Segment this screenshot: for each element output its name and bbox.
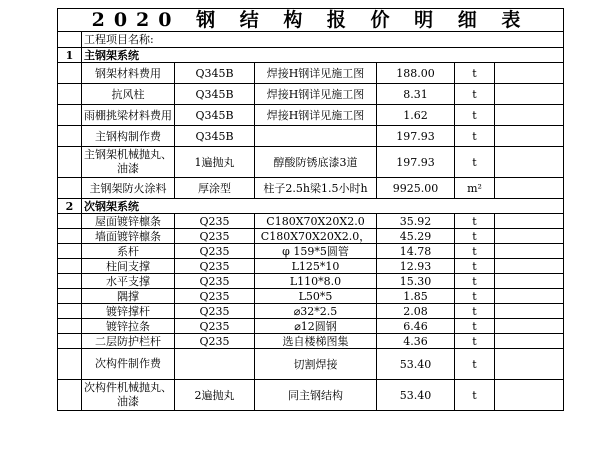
item-name-cell: 抗风柱 (82, 84, 175, 105)
item-name-cell: 雨棚挑梁材料费用 (82, 105, 175, 126)
spec-cell: L110*8.0 (255, 274, 377, 289)
spec-cell: 同主钢结构 (255, 380, 377, 411)
material-cell: Q345B (175, 105, 255, 126)
project-row (58, 32, 564, 48)
table-row (58, 259, 564, 274)
material-cell: Q235 (175, 319, 255, 334)
unit-cell: t (455, 214, 495, 229)
material-cell: 厚涂型 (175, 178, 255, 199)
quantity-cell: 15.30 (377, 274, 455, 289)
unit-cell: t (455, 63, 495, 84)
empty-cell (495, 63, 564, 84)
table-row (58, 319, 564, 334)
quantity-cell: 197.93 (377, 147, 455, 178)
spec-cell: 切割焊接 (255, 349, 377, 380)
item-name-cell: 次构件机械抛丸、油漆 (82, 380, 175, 411)
material-cell: Q235 (175, 259, 255, 274)
item-name-cell: 屋面镀锌檩条 (82, 214, 175, 229)
empty-cell (58, 229, 82, 244)
item-name-cell: 主钢构制作费 (82, 126, 175, 147)
empty-cell (58, 349, 82, 380)
empty-cell (495, 147, 564, 178)
empty-cell (58, 63, 82, 84)
table-row (58, 289, 564, 304)
empty-cell (495, 334, 564, 349)
material-cell: Q235 (175, 214, 255, 229)
empty-cell (58, 319, 82, 334)
spec-cell: ⌀32*2.5 (255, 304, 377, 319)
quantity-cell: 1.62 (377, 105, 455, 126)
unit-cell: t (455, 304, 495, 319)
item-name-cell: 镀锌拉条 (82, 319, 175, 334)
table-body (58, 9, 564, 411)
unit-cell: t (455, 274, 495, 289)
material-cell: Q235 (175, 229, 255, 244)
table-row (58, 126, 564, 147)
empty-cell (58, 126, 82, 147)
empty-cell (58, 147, 82, 178)
material-cell: Q235 (175, 304, 255, 319)
empty-cell (495, 259, 564, 274)
unit-cell: t (455, 334, 495, 349)
spec-cell: φ 159*5圆管 (255, 244, 377, 259)
table-row (58, 304, 564, 319)
table-row (58, 229, 564, 244)
quantity-cell: 8.31 (377, 84, 455, 105)
section-number: 2 (58, 199, 82, 214)
quantity-cell: 12.93 (377, 259, 455, 274)
spec-cell: ⌀12圆钢 (255, 319, 377, 334)
item-name-cell: 柱间支撑 (82, 259, 175, 274)
price-detail-table (57, 8, 564, 411)
spec-cell: L50*5 (255, 289, 377, 304)
unit-cell: m² (455, 178, 495, 199)
unit-cell: t (455, 84, 495, 105)
empty-cell (58, 304, 82, 319)
empty-cell (495, 380, 564, 411)
item-name-cell: 镀锌撑杆 (82, 304, 175, 319)
table-row (58, 334, 564, 349)
item-name-cell: 主钢架防火涂料 (82, 178, 175, 199)
item-name-cell: 隅撑 (82, 289, 175, 304)
empty-cell (58, 244, 82, 259)
spec-cell (255, 126, 377, 147)
empty-cell (495, 289, 564, 304)
material-cell: Q345B (175, 63, 255, 84)
spec-cell: C180X70X20X2.0， (255, 229, 377, 244)
unit-cell: t (455, 259, 495, 274)
empty-cell (58, 84, 82, 105)
spec-cell: 焊接H钢详见施工图 (255, 105, 377, 126)
quantity-cell: 4.36 (377, 334, 455, 349)
section-header-row (58, 48, 564, 63)
empty-cell (495, 214, 564, 229)
empty-cell (58, 380, 82, 411)
table-row (58, 380, 564, 411)
unit-cell: t (455, 244, 495, 259)
spec-cell: 焊接H钢详见施工图 (255, 63, 377, 84)
material-cell: Q235 (175, 334, 255, 349)
empty-cell (495, 274, 564, 289)
material-cell: 2遍抛丸 (175, 380, 255, 411)
material-cell: Q235 (175, 274, 255, 289)
quantity-cell: 45.29 (377, 229, 455, 244)
empty-cell (58, 274, 82, 289)
unit-cell: t (455, 105, 495, 126)
material-cell: 1遍抛丸 (175, 147, 255, 178)
table-row (58, 214, 564, 229)
table-row (58, 274, 564, 289)
item-name-cell: 主钢架机械抛丸、油漆 (82, 147, 175, 178)
material-cell (175, 349, 255, 380)
item-name-cell: 系杆 (82, 244, 175, 259)
item-name-cell: 钢架材料费用 (82, 63, 175, 84)
quantity-cell: 9925.00 (377, 178, 455, 199)
material-cell: Q235 (175, 289, 255, 304)
empty-cell (495, 105, 564, 126)
item-name-cell: 二层防护栏杆 (82, 334, 175, 349)
unit-cell: t (455, 229, 495, 244)
table-row (58, 147, 564, 178)
spec-cell: 柱子2.5h梁1.5小时h (255, 178, 377, 199)
unit-cell: t (455, 126, 495, 147)
title-row (58, 9, 564, 32)
unit-cell: t (455, 147, 495, 178)
section-name: 主钢架系统 (82, 48, 564, 63)
quantity-cell: 53.40 (377, 380, 455, 411)
table-row (58, 63, 564, 84)
spec-cell: 醇酸防锈底漆3道 (255, 147, 377, 178)
empty-cell (58, 259, 82, 274)
material-cell: Q235 (175, 244, 255, 259)
empty-cell (58, 289, 82, 304)
spec-cell: L125*10 (255, 259, 377, 274)
unit-cell: t (455, 349, 495, 380)
empty-cell (495, 244, 564, 259)
empty-cell (495, 319, 564, 334)
empty-cell (495, 178, 564, 199)
section-name: 次钢架系统 (82, 199, 564, 214)
empty-cell (495, 349, 564, 380)
empty-cell (495, 304, 564, 319)
unit-cell: t (455, 289, 495, 304)
empty-cell (58, 334, 82, 349)
spec-cell: C180X70X20X2.0 (255, 214, 377, 229)
unit-cell: t (455, 319, 495, 334)
empty-cell (58, 32, 82, 48)
empty-cell (58, 105, 82, 126)
spec-cell: 焊接H钢详见施工图 (255, 84, 377, 105)
table-row (58, 105, 564, 126)
quantity-cell: 188.00 (377, 63, 455, 84)
quantity-cell: 6.46 (377, 319, 455, 334)
table-row (58, 349, 564, 380)
quantity-cell: 2.08 (377, 304, 455, 319)
quantity-cell: 1.85 (377, 289, 455, 304)
spec-cell: 选自楼梯图集 (255, 334, 377, 349)
empty-cell (58, 178, 82, 199)
project-name-label: 工程项目名称: (82, 32, 564, 48)
item-name-cell: 次构件制作费 (82, 349, 175, 380)
table-row (58, 178, 564, 199)
unit-cell: t (455, 380, 495, 411)
item-name-cell: 墙面镀锌檩条 (82, 229, 175, 244)
quantity-cell: 197.93 (377, 126, 455, 147)
empty-cell (495, 126, 564, 147)
empty-cell (495, 229, 564, 244)
table-row (58, 84, 564, 105)
item-name-cell: 水平支撑 (82, 274, 175, 289)
table-row (58, 244, 564, 259)
empty-cell (495, 84, 564, 105)
section-header-row (58, 199, 564, 214)
quantity-cell: 14.78 (377, 244, 455, 259)
section-number: 1 (58, 48, 82, 63)
quantity-cell: 53.40 (377, 349, 455, 380)
quantity-cell: 35.92 (377, 214, 455, 229)
material-cell: Q345B (175, 126, 255, 147)
material-cell: Q345B (175, 84, 255, 105)
page-title: 2020 钢 结 构 报 价 明 细 表 (58, 9, 564, 32)
empty-cell (58, 214, 82, 229)
